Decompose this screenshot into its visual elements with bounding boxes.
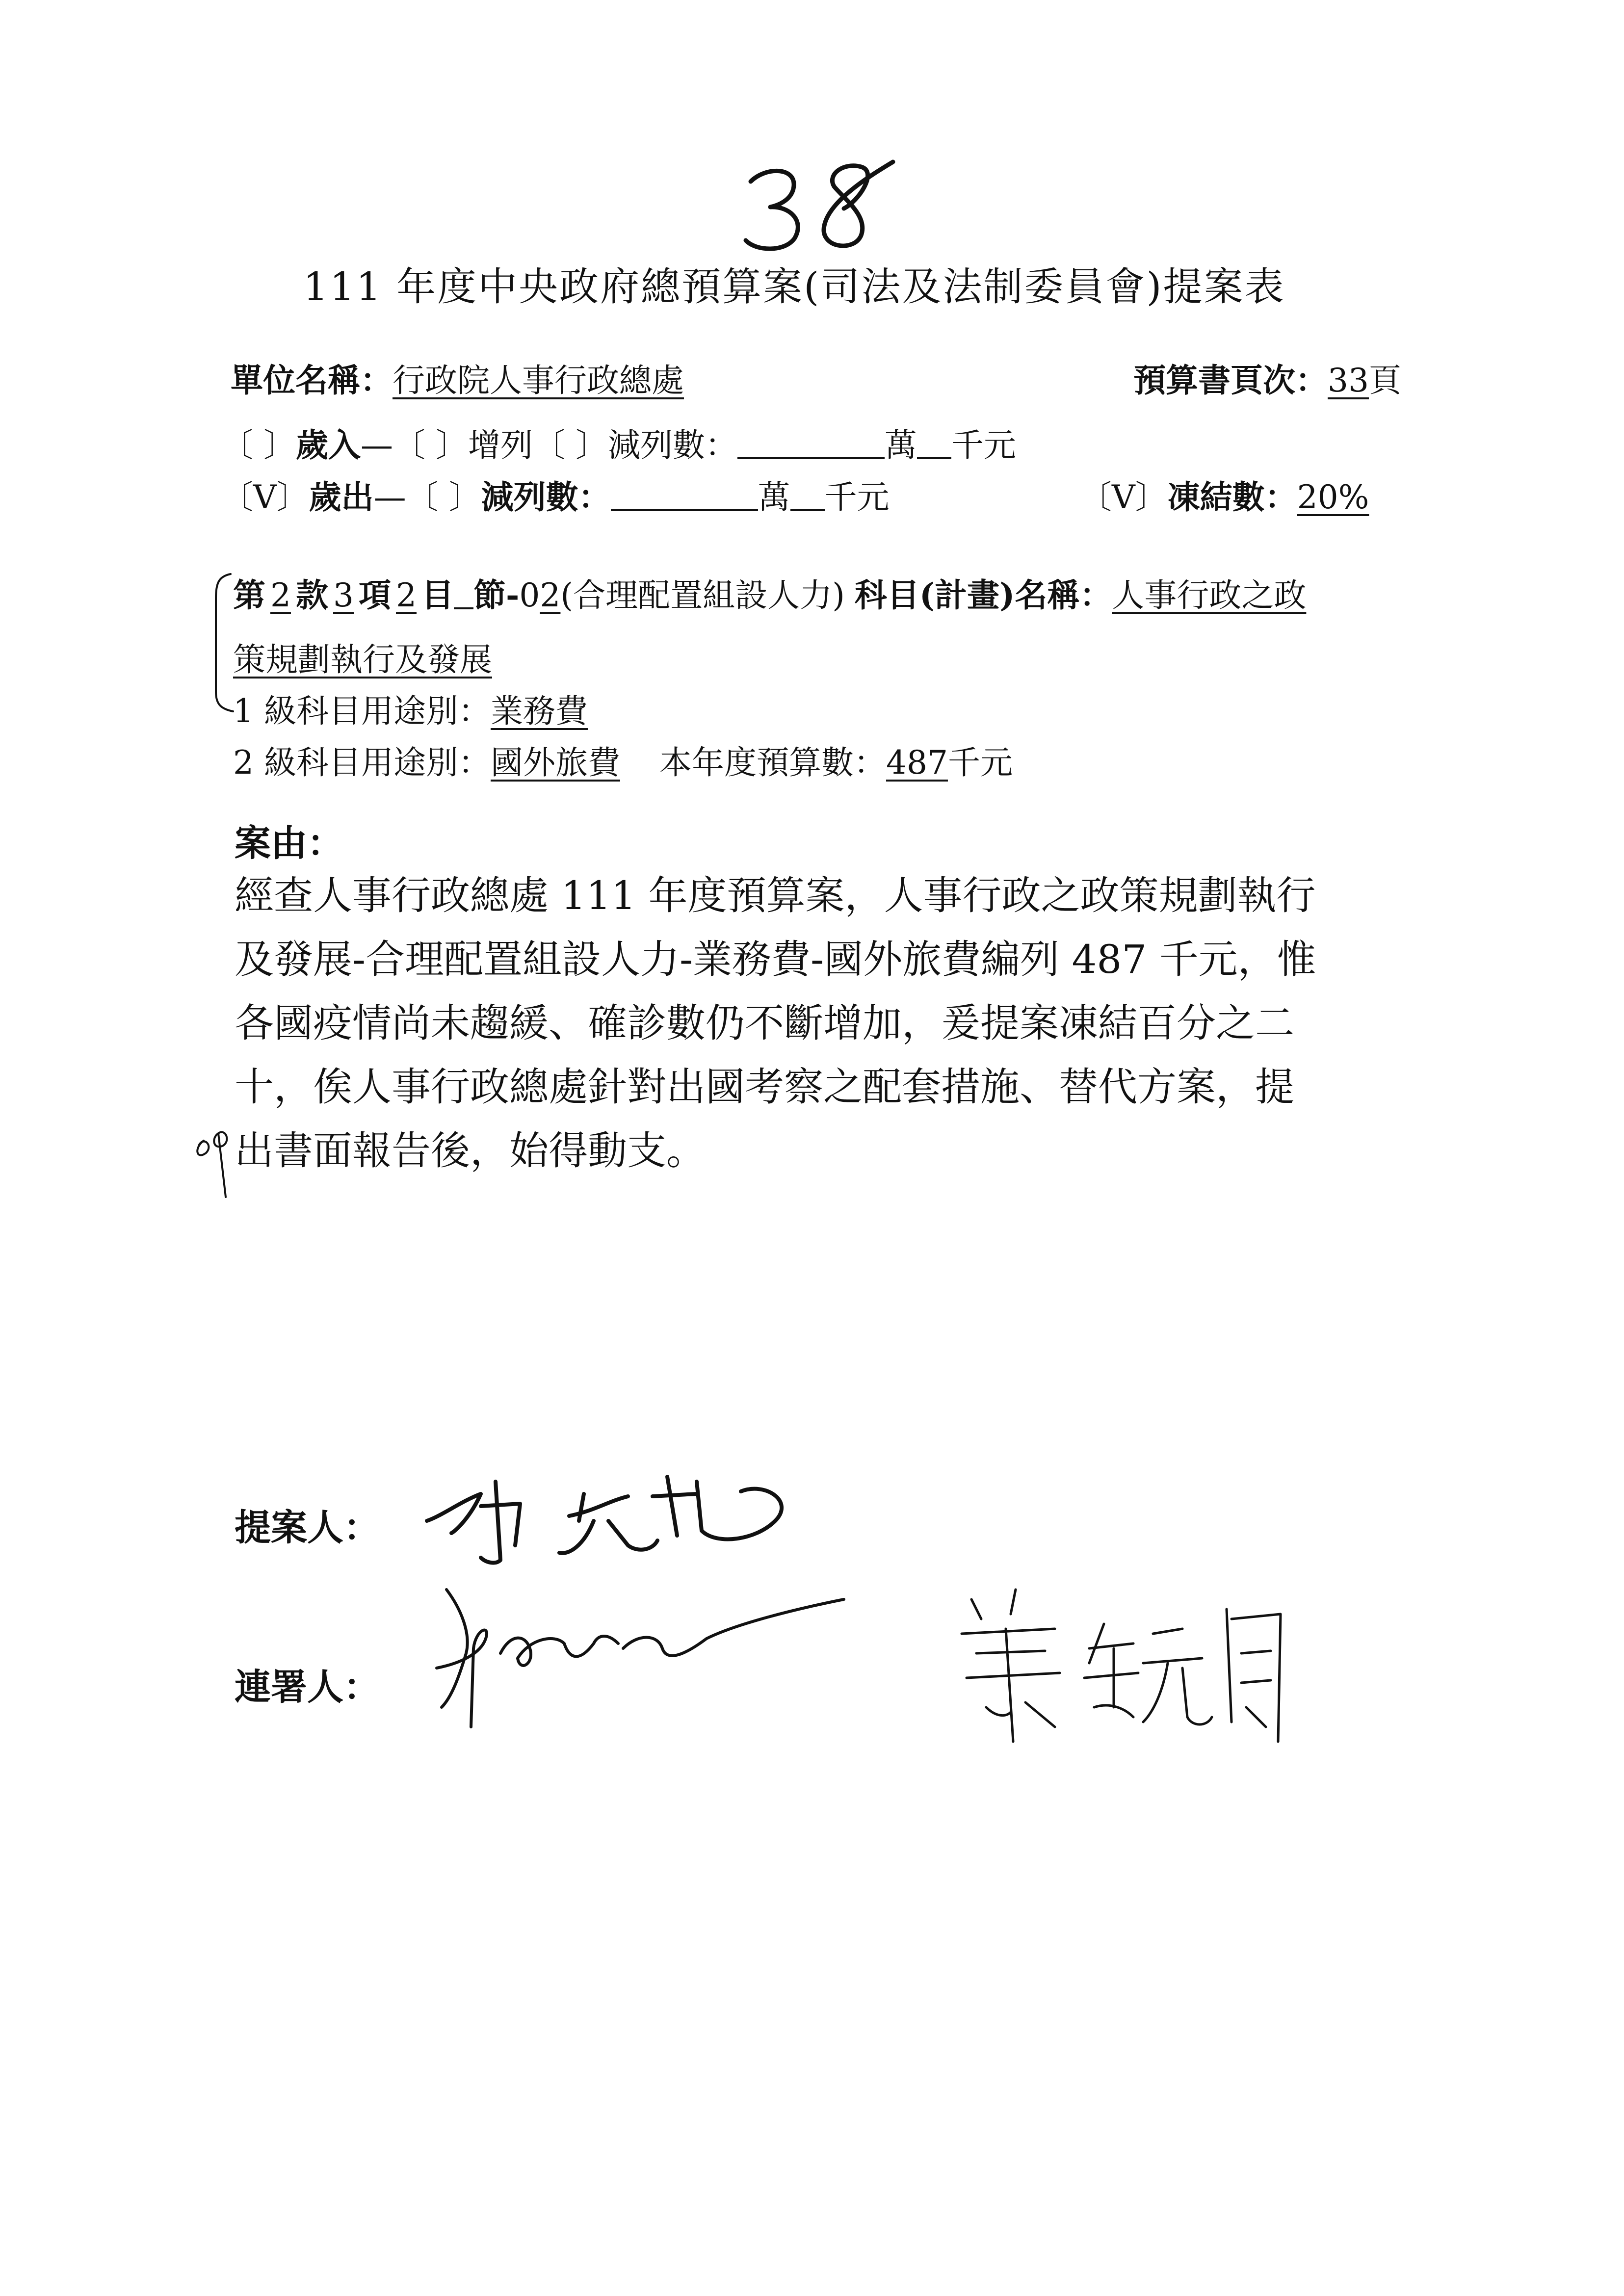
level2-label: 2 級科目用途別：	[233, 744, 491, 782]
level1-row	[233, 689, 588, 733]
xiang-value: 3	[333, 576, 354, 614]
jie-label: 節-	[473, 576, 520, 614]
page-title: 111 年度中央政府總預算案(司法及法制委員會)提案表	[303, 264, 1285, 310]
jie-blank	[454, 578, 473, 609]
reason-text	[235, 868, 1316, 1178]
kuan-label: 款	[296, 576, 328, 614]
jie-prefix: 0	[519, 576, 540, 614]
unit-row	[231, 358, 684, 403]
level1-label: 1 級科目用途別：	[233, 692, 491, 730]
subject-value-line1: 人事行政之政	[1112, 576, 1307, 614]
expenditure-check: 〔V〕	[221, 478, 309, 516]
proposer-label: 提案人：	[235, 1507, 380, 1549]
level2-value: 國外旅費	[490, 744, 620, 782]
freeze-check: 〔V〕	[1079, 478, 1168, 516]
account-bracket	[206, 569, 236, 716]
level1-value: 業務費	[490, 692, 588, 730]
revenue-row	[221, 423, 1016, 468]
subject-value-line2: 策規劃執行及發展	[233, 641, 492, 678]
decrease-check: 〔 〕	[532, 426, 608, 464]
freeze-row	[1079, 475, 1369, 520]
revenue-dash: —	[360, 426, 393, 464]
exp-wan-label: 萬	[758, 478, 790, 516]
cosigner-label: 連署人：	[235, 1666, 380, 1708]
handwritten-number	[731, 147, 908, 260]
reason-line: 各國疫情尚未趨緩、確診數仍不斷增加，爰提案凍結百分之二	[235, 1000, 1294, 1046]
jie-value: 2	[540, 576, 561, 614]
unit-value: 行政院人事行政總處	[393, 362, 684, 399]
expenditure-row	[221, 475, 890, 520]
freeze-value: 20%	[1297, 478, 1369, 516]
budget-value: 487	[886, 744, 948, 782]
reason-line: 出書面報告後，始得動支。	[235, 1128, 706, 1174]
exp-thousand-blank	[790, 480, 825, 511]
reason-line: 十，俟人事行政總處針對出國考察之配套措施、替代方案，提	[235, 1064, 1294, 1110]
increase-label: 增列	[468, 426, 533, 464]
thousand-label: 千元	[951, 426, 1016, 464]
wan-label: 萬	[884, 426, 917, 464]
kuan-prefix: 第	[233, 576, 265, 614]
wan-blank	[737, 428, 885, 459]
level2-row	[233, 741, 1013, 785]
subject-continuation-row	[233, 638, 492, 682]
page-ref-row	[1133, 358, 1401, 403]
exp-decrease-check: 〔 〕	[406, 478, 481, 516]
cosigner-signature-2	[957, 1580, 1300, 1761]
reason-line: 經查人事行政總處 111 年度預算案，人事行政之政策規劃執行	[235, 873, 1316, 918]
decrease-label: 減列數：	[607, 426, 737, 464]
reason-line: 及發展-合理配置組設人力-業務費-國外旅費編列 487 千元，惟	[235, 937, 1316, 982]
exp-thousand-label: 千元	[824, 478, 890, 516]
reason-heading: 案由：	[235, 822, 343, 864]
budget-label: 本年度預算數：	[659, 744, 886, 782]
mu-value: 2	[396, 576, 417, 614]
kuan-value: 2	[270, 576, 291, 614]
page-ref-suffix: 頁	[1368, 362, 1401, 399]
exp-wan-blank	[611, 480, 758, 511]
unit-label: 單位名稱：	[231, 361, 393, 399]
handwritten-mark	[189, 1119, 243, 1202]
freeze-label: 凍結數：	[1167, 478, 1297, 516]
expenditure-dash: —	[373, 478, 406, 516]
revenue-check: 〔 〕	[221, 426, 296, 464]
xiang-label: 項	[359, 576, 391, 614]
subject-label: 科目(計畫)名稱：	[854, 576, 1112, 614]
jie-name: (合理配置組設人力)	[560, 576, 845, 614]
expenditure-label: 歲出	[309, 478, 374, 516]
page-ref-label: 預算書頁次：	[1133, 361, 1328, 399]
exp-decrease-label: 減列數：	[481, 478, 611, 516]
increase-check: 〔 〕	[393, 426, 468, 464]
thousand-blank	[917, 428, 951, 459]
budget-unit: 千元	[947, 744, 1013, 782]
cosigner-signature-1	[432, 1580, 854, 1737]
revenue-label: 歲入	[295, 426, 361, 464]
page-ref-value: 33	[1328, 362, 1369, 399]
mu-label: 目	[421, 576, 454, 614]
account-row	[233, 573, 1306, 618]
proposer-signature	[422, 1447, 824, 1594]
